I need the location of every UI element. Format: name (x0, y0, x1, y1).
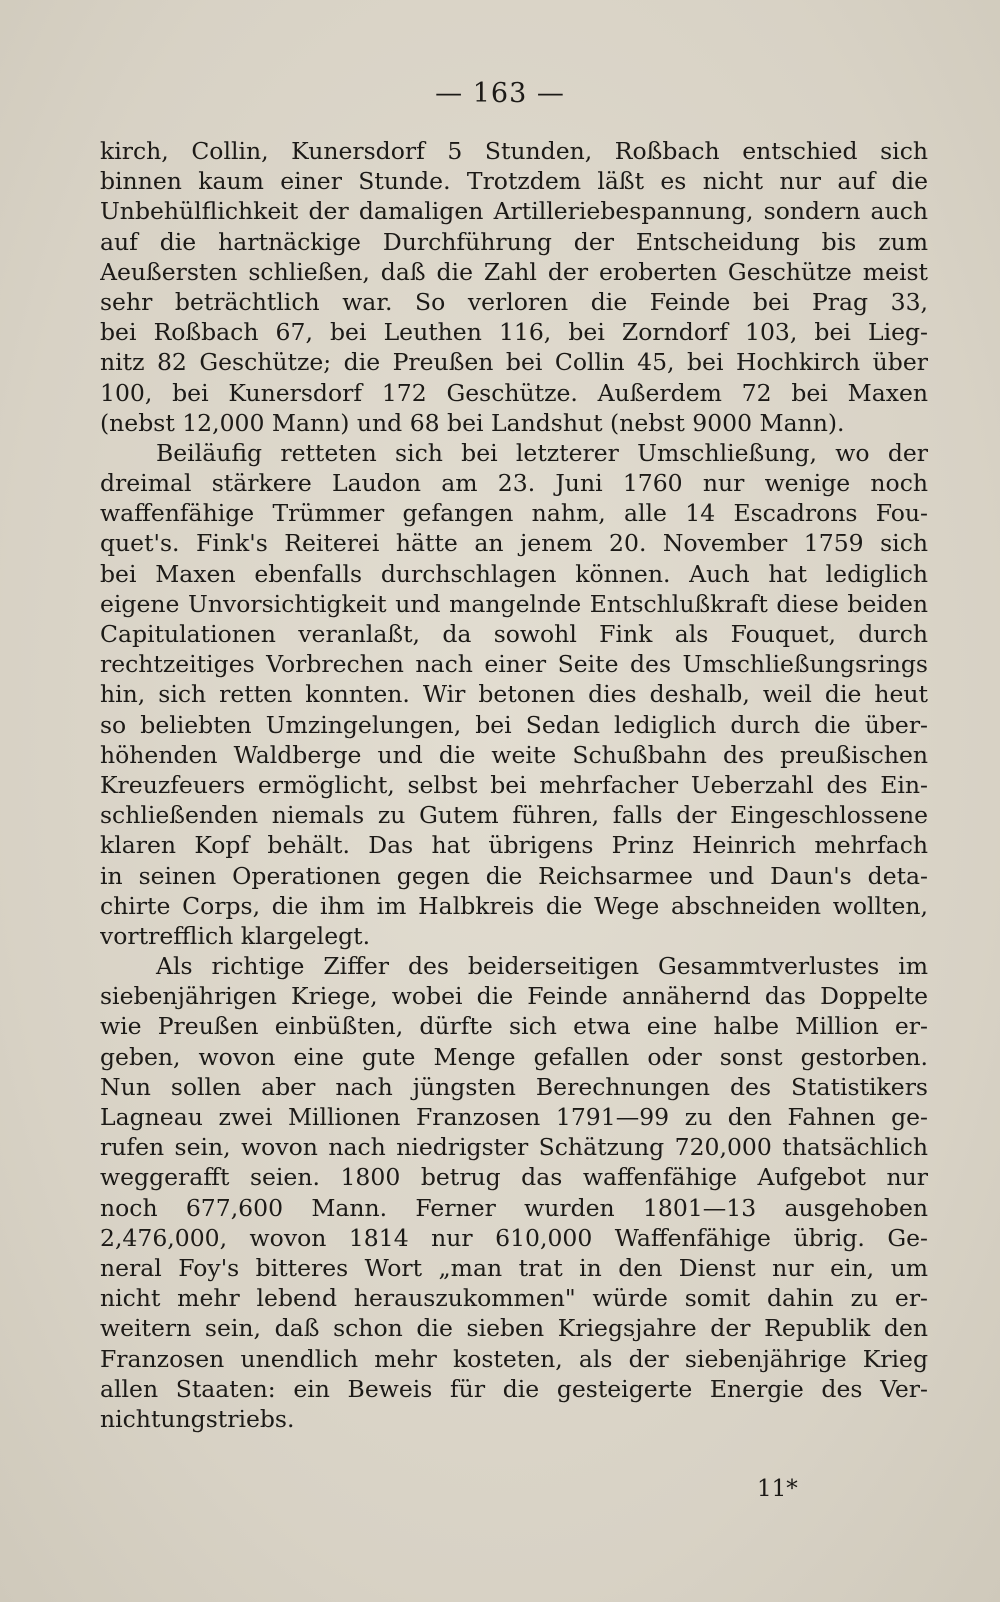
text-line: nichtungstriebs. (100, 1404, 295, 1433)
text-line: Aeußersten schließen, daß die Zahl der eroberten Geschütze meist (100, 257, 928, 286)
body-text (100, 136, 928, 1434)
text-line: Capitulationen veranlaßt, da sowohl Fink als Fouquet, durch (100, 620, 928, 648)
text-line: so beliebten Umzingelungen, bei Sedan lediglich durch die über- (100, 710, 928, 739)
text-line: quet's. Fink's Reiterei hätte an jenem 20. November 1759 sich (100, 529, 928, 558)
text-line: binnen kaum einer Stunde. Trotzdem läßt es nicht nur auf die (100, 167, 928, 196)
text-line: allen Staaten: ein Beweis für die gesteigerte Energie des Ver- (100, 1374, 928, 1403)
signature-mark: 11* (757, 1476, 798, 1502)
text-line: sehr beträchtlich war. So verloren die Feinde bei Prag 33, (100, 287, 928, 316)
text-line: bei Roßbach 67, bei Leuthen 116, bei Zorndorf 103, bei Lieg- (100, 318, 928, 347)
text-line: Franzosen unendlich mehr kosteten, als der siebenjährige Krieg (100, 1344, 928, 1373)
text-line: waffenfähige Trümmer gefangen nahm, alle 14 Escadrons Fou- (100, 499, 928, 528)
text-line: vortrefflich klargelegt. (100, 921, 371, 950)
text-line: 2,476,000, wovon 1814 nur 610,000 Waffenfähige übrig. Ge- (100, 1223, 928, 1252)
text-line: chirte Corps, die ihm im Halbkreis die Wege abschneiden wollten, (100, 891, 928, 920)
text-line: wie Preußen einbüßten, dürfte sich etwa eine halbe Million er- (100, 1012, 928, 1041)
text-line: dreimal stärkere Laudon am 23. Juni 1760 nur wenige noch (100, 469, 928, 498)
text-line: siebenjährigen Kriege, wobei die Feinde annähernd das Doppelte (100, 982, 928, 1011)
page-number-header: — 163 — (435, 78, 565, 109)
text-line: Kreuzfeuers ermöglicht, selbst bei mehrfacher Ueberzahl des Ein- (100, 770, 928, 799)
text-line: Nun sollen aber nach jüngsten Berechnungen des Statistikers (100, 1072, 928, 1101)
text-line: rufen sein, wovon nach niedrigster Schätzung 720,000 thatsächlich (100, 1133, 928, 1162)
text-line: geben, wovon eine gute Menge gefallen oder sonst gestorben. (100, 1042, 928, 1071)
text-line: nitz 82 Geschütze; die Preußen bei Collin 45, bei Hochkirch über (100, 348, 928, 377)
text-line: neral Foy's bitteres Wort „man trat in den Dienst nur ein, um (100, 1253, 928, 1282)
text-line: höhenden Waldberge und die weite Schußbahn des preußischen (100, 740, 928, 769)
text-line: in seinen Operationen gegen die Reichsarmee und Daun's deta- (100, 861, 928, 890)
text-line: kirch, Collin, Kunersdorf 5 Stunden, Roßbach entschied sich (100, 137, 928, 165)
text-line: weggerafft seien. 1800 betrug das waffenfähige Aufgebot nur (100, 1163, 928, 1192)
text-line: Unbehülflichkeit der damaligen Artilleriebespannung, sondern auch (100, 197, 928, 226)
text-line: Lagneau zwei Millionen Franzosen 1791—99 zu den Fahnen ge- (100, 1103, 928, 1131)
text-line: eigene Unvorsichtigkeit und mangelnde Entschlußkraft diese beiden (100, 589, 928, 618)
text-line: nicht mehr lebend herauszukommen" würde somit dahin zu er- (100, 1284, 928, 1313)
text-line: (nebst 12,000 Mann) und 68 bei Landshut (nebst 9000 Mann). (100, 408, 845, 437)
text-line: schließenden niemals zu Gutem führen, falls der Eingeschlossene (100, 801, 928, 830)
text-line: bei Maxen ebenfalls durchschlagen können. Auch hat lediglich (100, 559, 928, 588)
text-line: klaren Kopf behält. Das hat übrigens Prinz Heinrich mehrfach (100, 831, 928, 860)
text-line: weitern sein, daß schon die sieben Kriegsjahre der Republik den (100, 1314, 928, 1343)
text-line: 100, bei Kunersdorf 172 Geschütze. Außerdem 72 bei Maxen (100, 378, 928, 407)
text-line: noch 677,600 Mann. Ferner wurden 1801—13 ausgehoben (100, 1193, 928, 1222)
paragraph-start-line: Als richtige Ziffer des beiderseitigen Gesammtverlustes im (156, 952, 928, 981)
text-line: hin, sich retten konnten. Wir betonen dies deshalb, weil die heut (100, 680, 928, 709)
text-line: auf die hartnäckige Durchführung der Entscheidung bis zum (100, 227, 928, 256)
paragraph-start-line: Beiläufig retteten sich bei letzterer Umschließung, wo der (156, 438, 928, 467)
text-line: rechtzeitiges Vorbrechen nach einer Seite des Umschließungsrings (100, 650, 928, 679)
